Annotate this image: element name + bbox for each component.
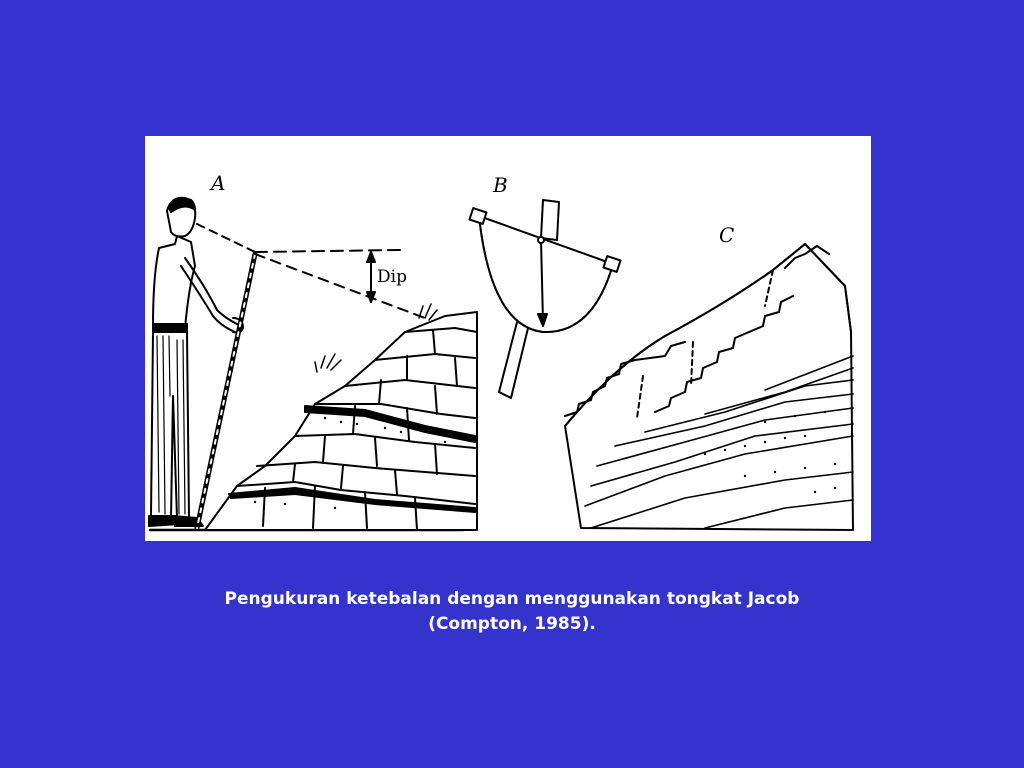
panel-a-drawing xyxy=(149,171,477,530)
panel-c-label: C xyxy=(719,223,735,247)
caption-line-2: (Compton, 1985). xyxy=(428,614,596,634)
panel-b-label: B xyxy=(493,173,508,197)
panel-a-label: A xyxy=(211,171,226,195)
illustration-figure xyxy=(145,136,871,541)
panel-b-drawing xyxy=(469,173,620,398)
caption-line-1: Pengukuran ketebalan dengan menggunakan tongkat Jacob xyxy=(224,589,800,609)
jacob-staff-drawing xyxy=(145,136,871,541)
dip-annotation: Dip xyxy=(377,267,407,287)
figure-caption xyxy=(0,587,1024,637)
